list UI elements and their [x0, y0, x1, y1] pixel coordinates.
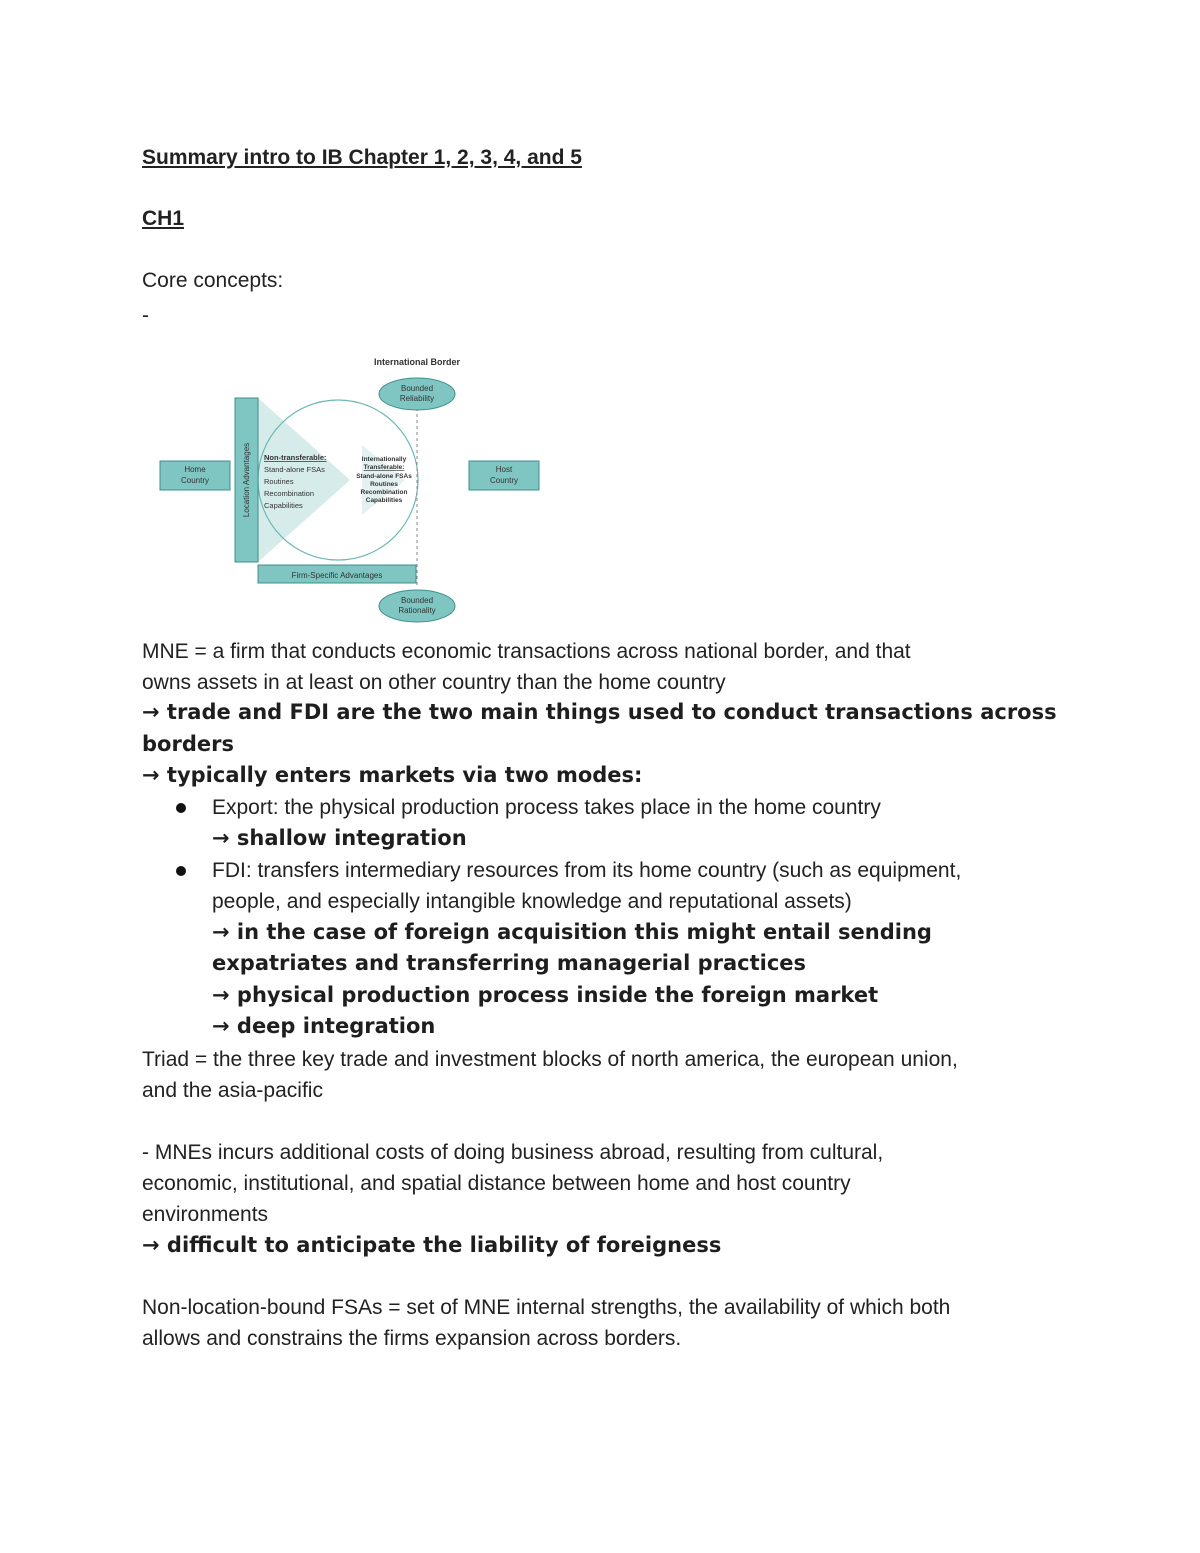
non-transferable-item-1: Stand-alone FSAs — [264, 465, 325, 474]
fdi-text-2: people, and especially intangible knowledge and reputational assets) — [212, 890, 852, 913]
home-country-label-2: Country — [180, 476, 210, 485]
mne-definition-2: owns assets in at least on other country than the home country — [142, 671, 726, 694]
triad-definition-1: Triad = the three key trade and investment blocks of north america, the european union, — [142, 1048, 958, 1071]
fdi-text-1: FDI: transfers intermediary resources from its home country (such as equipment, — [212, 859, 962, 882]
bounded-rationality-label-2: Rationality — [398, 606, 436, 615]
bullet-export — [176, 803, 186, 813]
intl-transferable-item-1: Stand-alone FSAs — [356, 473, 412, 480]
liability-line: → difficult to anticipate the liability of foreigness — [142, 1233, 722, 1257]
costs-line-2: economic, institutional, and spatial distance between home and host country — [142, 1172, 851, 1195]
bounded-rationality-label-1: Bounded — [400, 596, 434, 605]
bounded-reliability-label-2: Reliability — [399, 394, 435, 403]
intl-transferable-item-2: Routines — [370, 481, 398, 488]
non-transferable-title: Non-transferable: — [264, 453, 327, 462]
host-country-label-2: Country — [489, 476, 519, 485]
trade-fdi-line-2: borders — [142, 732, 234, 756]
location-advantages-label: Location Advantages — [242, 442, 251, 518]
export-text: Export: the physical production process takes place in the home country — [212, 796, 881, 819]
non-transferable-item-4: Capabilities — [264, 501, 303, 510]
bullet-fdi — [176, 866, 186, 876]
home-country-label-1: Home — [184, 465, 206, 474]
fdi-sub-4: → deep integration — [212, 1014, 436, 1038]
fdi-sub-1: → in the case of foreign acquisition this might entail sending — [212, 920, 932, 944]
document-title: Summary intro to IB Chapter 1, 2, 3, 4, and 5 — [142, 146, 582, 169]
intl-transferable-title-1: Internationally — [361, 456, 407, 463]
export-sub: → shallow integration — [212, 826, 467, 850]
ib-framework-diagram — [150, 350, 550, 630]
chapter-heading: CH1 — [142, 207, 185, 230]
fdi-sub-2: expatriates and transferring managerial practices — [212, 951, 807, 975]
nlb-fsa-line-2: allows and constrains the firms expansion across borders. — [142, 1327, 682, 1350]
non-transferable-item-3: Recombination — [264, 489, 315, 498]
firm-specific-advantages-label: Firm-Specific Advantages — [291, 571, 383, 580]
intl-transferable-item-4: Capabilities — [365, 497, 403, 504]
core-concepts-label: Core concepts: — [142, 269, 284, 292]
intl-transferable-item-3: Recombination — [360, 489, 408, 496]
costs-line-3: environments — [142, 1203, 269, 1226]
host-country-label-1: Host — [495, 465, 513, 474]
costs-line-1: - MNEs incurs additional costs of doing business abroad, resulting from cultural, — [142, 1141, 884, 1164]
intl-transferable-title-2: Transferable: — [363, 464, 405, 471]
trade-fdi-line-1: → trade and FDI are the two main things used to conduct transactions across — [142, 700, 1057, 724]
entry-modes-line: → typically enters markets via two modes: — [142, 763, 643, 787]
triad-definition-2: and the asia-pacific — [142, 1079, 323, 1102]
list-dash: - — [142, 304, 149, 327]
diagram-border-label: International Border — [373, 357, 461, 367]
nlb-fsa-line-1: Non-location-bound FSAs = set of MNE internal strengths, the availability of which both — [142, 1296, 951, 1319]
non-transferable-item-2: Routines — [264, 477, 294, 486]
mne-definition-1: MNE = a firm that conducts economic transactions across national border, and that — [142, 640, 911, 663]
fdi-sub-3: → physical production process inside the foreign market — [212, 983, 879, 1007]
bounded-reliability-label-1: Bounded — [400, 384, 434, 393]
